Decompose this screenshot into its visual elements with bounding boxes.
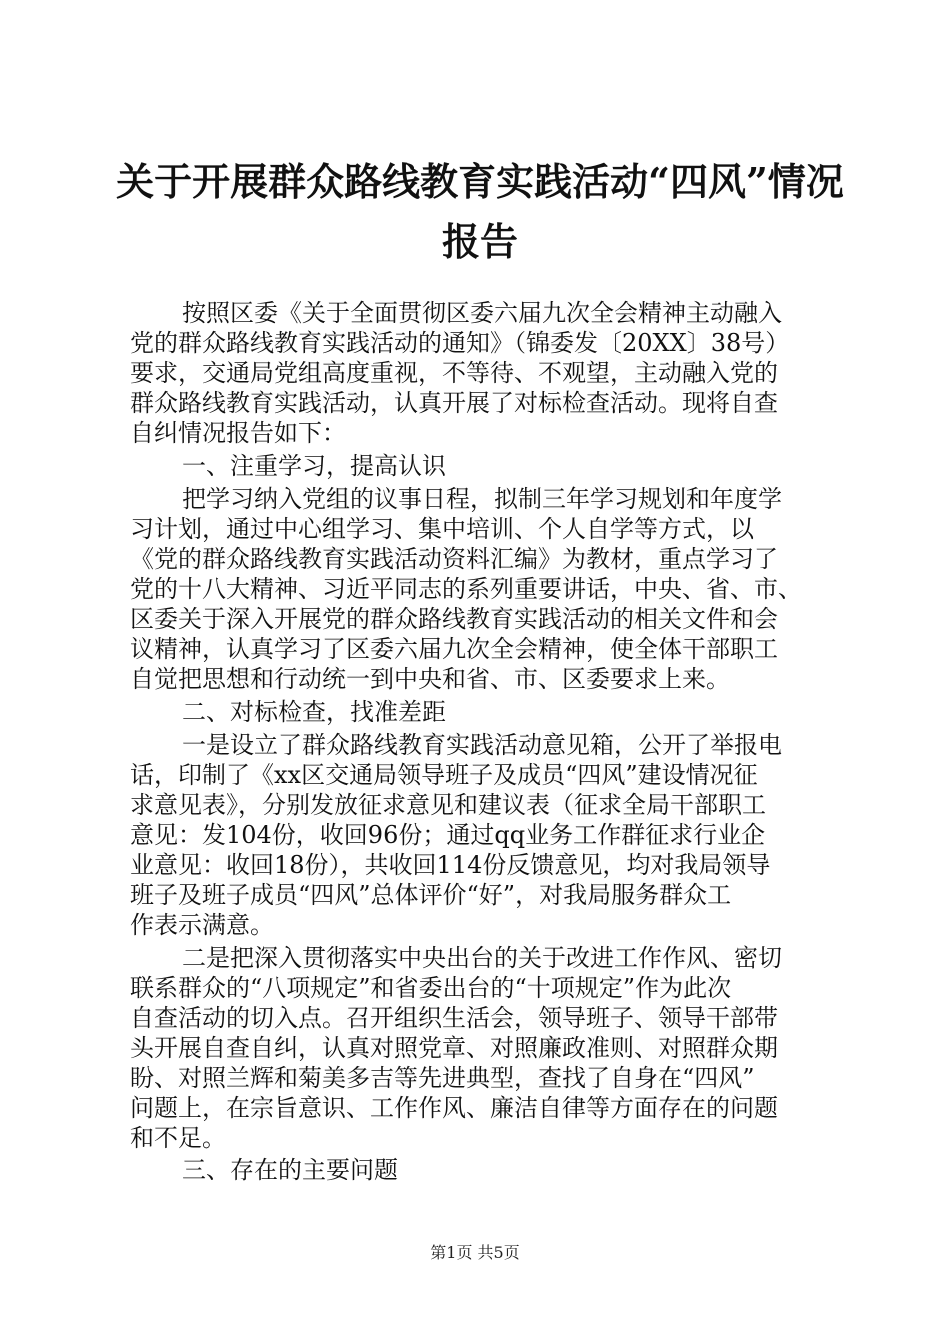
paragraph-line: 业意见：收回18份），共收回114份反馈意见，均对我局领导 <box>130 851 771 879</box>
paragraph-line: 盼、对照兰辉和菊美多吉等先进典型，查找了自身在“四风” <box>130 1064 755 1092</box>
paragraph-line: 自查活动的切入点。召开组织生活会，领导班子、领导干部带 <box>130 1004 778 1032</box>
section-heading: 一、注重学习，提高认识 <box>182 452 446 480</box>
paragraph-line: 自纠情况报告如下： <box>130 419 346 447</box>
paragraph-line: 头开展自查自纠，认真对照党章、对照廉政准则、对照群众期 <box>130 1034 778 1062</box>
paragraph-line: 二是把深入贯彻落实中央出台的关于改进工作作风、密切 <box>182 944 782 972</box>
section-heading: 二、对标检查，找准差距 <box>182 698 446 726</box>
paragraph-line: 作表示满意。 <box>130 911 274 939</box>
paragraph-line: 按照区委《关于全面贯彻区委六届九次全会精神主动融入 <box>182 299 782 327</box>
paragraph-line: 议精神，认真学习了区委六届九次全会精神，使全体干部职工 <box>130 635 778 663</box>
page-number-footer: 第1页 共5页 <box>430 1243 520 1262</box>
paragraph-line: 联系群众的“八项规定”和省委出台的“十项规定”作为此次 <box>130 974 732 1002</box>
paragraph-line: 区委关于深入开展党的群众路线教育实践活动的相关文件和会 <box>130 605 778 633</box>
paragraph-line: 话，印制了《xx区交通局领导班子及成员“四风”建设情况征 <box>130 761 758 789</box>
paragraph-line: 一是设立了群众路线教育实践活动意见箱，公开了举报电 <box>182 731 782 759</box>
document-title-line-2: 报告 <box>441 219 518 264</box>
paragraph-line: 党的十八大精神、习近平同志的系列重要讲话，中央、省、市、 <box>130 575 802 603</box>
document-title-line-1: 关于开展群众路线教育实践活动“四风”情况 <box>116 159 844 204</box>
paragraph-line: 意见：发104份，收回96份；通过qq业务工作群征求行业企 <box>130 821 766 849</box>
paragraph-line: 把学习纳入党组的议事日程，拟制三年学习规划和年度学 <box>182 485 782 513</box>
paragraph-line: 求意见表》，分别发放征求意见和建议表（征求全局干部职工 <box>130 791 766 819</box>
paragraph-line: 《党的群众路线教育实践活动资料汇编》为教材，重点学习了 <box>130 545 778 573</box>
paragraph-line: 和不足。 <box>130 1124 226 1152</box>
paragraph-line: 习计划，通过中心组学习、集中培训、个人自学等方式，以 <box>130 515 754 543</box>
paragraph-line: 问题上，在宗旨意识、工作作风、廉洁自律等方面存在的问题 <box>130 1094 778 1122</box>
paragraph-line: 自觉把思想和行动统一到中央和省、市、区委要求上来。 <box>130 665 730 693</box>
paragraph-line: 党的群众路线教育实践活动的通知》（锦委发〔20XX〕38号） <box>130 329 790 357</box>
section-heading: 三、存在的主要问题 <box>182 1156 398 1184</box>
paragraph-line: 要求，交通局党组高度重视，不等待、不观望，主动融入党的 <box>130 359 778 387</box>
paragraph-line: 班子及班子成员“四风”总体评价“好”，对我局服务群众工 <box>130 881 732 909</box>
paragraph-line: 群众路线教育实践活动，认真开展了对标检查活动。现将自查 <box>130 389 778 417</box>
